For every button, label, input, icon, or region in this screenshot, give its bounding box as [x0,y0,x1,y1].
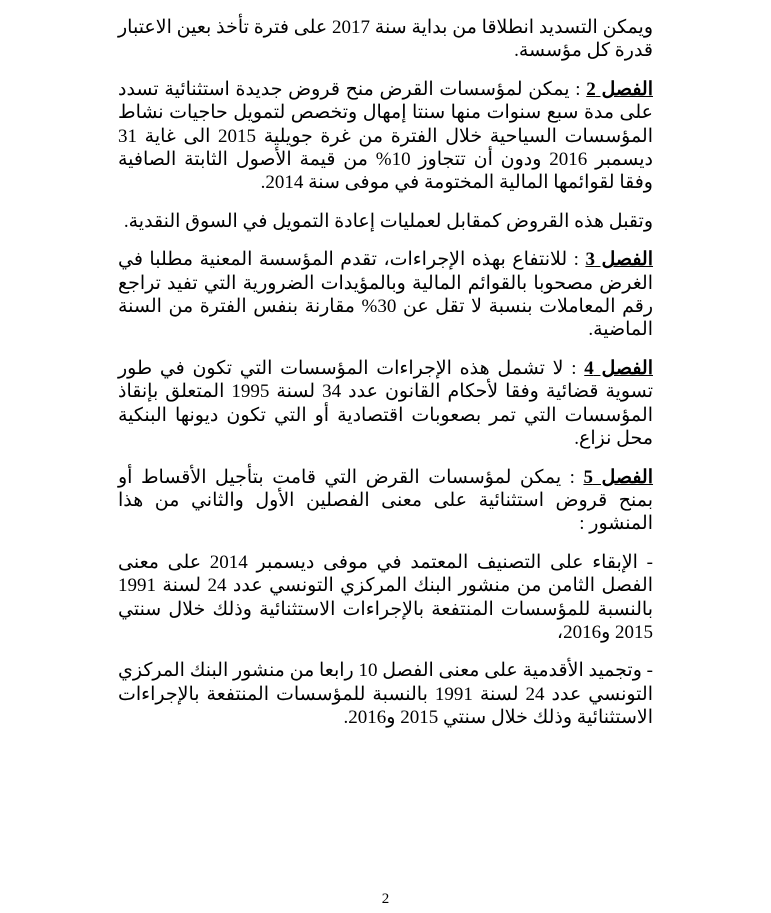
paragraph-article-3 [118,248,653,342]
article-label: الفصل 2 [586,78,653,100]
list-item-classification [118,551,653,645]
paragraph-text: - وتجميد الأقدمية على معنى الفصل 10 رابعا من منشور البنك المركزي التونسي عدد 24 لسنة 1991 بالنسبة للمؤسسات المنتفعة بالإجراءات الاستثنائية وذلك خلال سنتي 2015 و2016. [118,660,653,729]
paragraph-refinancing [118,210,653,233]
article-label: الفصل 3 [585,249,654,271]
paragraph-repayment [118,16,653,63]
article-label: الفصل 4 [584,357,653,379]
page-number: 2 [381,891,390,907]
paragraph-text: : لا تشمل هذه الإجراءات المؤسسات التي تكون في طور تسوية قضائية وفقا لأحكام القانون عدد 34 لسنة 1995 المتعلق بإنقاذ المؤسسات التي تمر بصعوبات اقتصادية أو التي تكون ديونها البنكية محل نزاع. [118,357,653,450]
paragraph-text: ويمكن التسديد انطلاقا من بداية سنة 2017 على فترة تأخذ بعين الاعتبار قدرة كل مؤسسة. [118,17,654,62]
paragraph-article-5 [118,466,653,536]
paragraph-text: : يمكن لمؤسسات القرض منح قروض جديدة استثنائية تسدد على مدة سبع سنوات منها سنتا إمهال وتخصص لتمويل حاجيات نشاط المؤسسات السياحية خلال الفترة من غرة جويلية 2015 الى غاية 31 ديسمبر 2016 ودون أن تتجاوز 10% من قيمة الأصول الثابتة الصافية وفقا لقوائمها المالية المختومة في موفى سنة 2014. [118,78,653,194]
paragraph-text: وتقبل هذه القروض كمقابل لعمليات إعادة التمويل في السوق النقدية. [123,210,653,232]
document-body [118,16,653,744]
paragraph-text: : للانتفاع بهذه الإجراءات، تقدم المؤسسة المعنية مطلبا في الغرض مصحوبا بالقوائم المالية وبالمؤيدات الضرورية التي تفيد تراجع رقم المعاملات بنسبة لا تقل عن 30% مقارنة بنفس الفترة من السنة الماضية. [118,249,653,341]
paragraph-article-2 [118,78,653,195]
paragraph-text: - الإبقاء على التصنيف المعتمد في موفى ديسمبر 2014 على معنى الفصل الثامن من منشور البنك المركزي التونسي عدد 24 لسنة 1991 بالنسبة للمؤسسات المنتفعة بالإجراءات الاستثنائية وذلك خلال سنتي 2015 و2016، [118,551,653,643]
article-label: الفصل 5 [583,466,654,488]
paragraph-text: : يمكن لمؤسسات القرض التي قامت بتأجيل الأقساط أو بمنح قروض استثنائية على معنى الفصلين الأول والثاني من هذا المنشور : [118,466,653,535]
list-item-seniority [118,659,653,729]
paragraph-article-4 [118,357,653,451]
